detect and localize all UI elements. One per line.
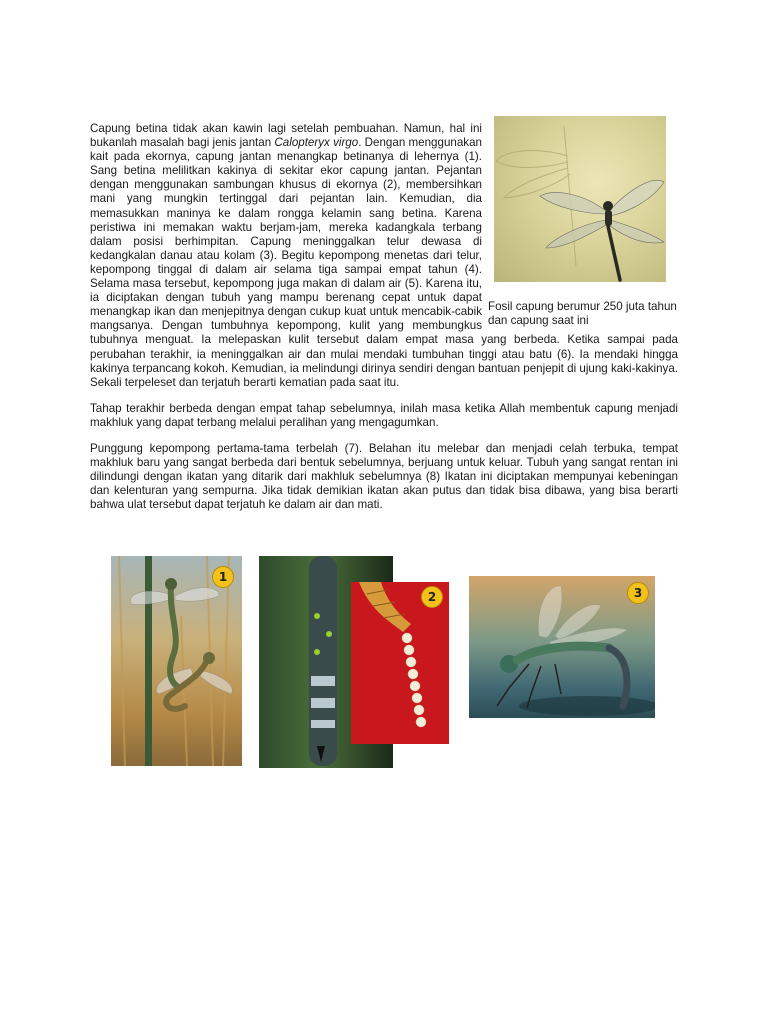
paragraph-3: Punggung kepompong pertama-tama terbelah (7). Belahan itu melebar dan menjadi celah terbuka, tempat makhluk baru yang sangat berbeda dari bentuk sebelumnya, berjuang untuk keluar. Tubuh yang sangat rentan ini dilindungi dengan ikatan yang ditarik dari makhluk sebelumnya (8) Ikatan ini diciptakan mempunyai kebeningan dan kelenturan yang sempurna. Jika tidak demikian ikatan akan putus dan tidak bisa dibawa, yang bisa berarti bahwa ulat tersebut dapat terjatuh ke dalam air dan mati. xyxy=(90,441,678,512)
figure-badge-3: 3 xyxy=(627,582,649,604)
figure-badge-2: 2 xyxy=(421,586,443,608)
photo-mating-dragonflies xyxy=(111,556,242,766)
fossil-dragonfly-photo xyxy=(494,116,666,282)
paragraph-2: Tahap terakhir berbeda dengan empat tahap sebelumnya, inilah masa ketika Allah membentuk capung menjadi makhluk yang dapat terbang melalui peralihan yang mengagumkan. xyxy=(90,401,678,429)
photo-dragonfly-eggs xyxy=(351,582,449,744)
fossil-figure xyxy=(488,116,678,328)
paragraph-1: Capung betina tidak akan kawin lagi setelah pembuahan. Namun, hal ini bukanlah masalah bagi jenis jantan Calopteryx virgo. Dengan menggunakan kait pada ekornya, capung jantan menangkap betinanya di lehernya (1). Sang betina melilitkan kakinya di sekitar ekor capung jantan. Pejantan dengan menggunakan sambungan khusus di ekornya (2), membersihkan mani yang mungkin tertinggal dari pejantan lain. Kemudian, dia memasukkan maninya ke dalam rongga kelamin sang betina. Karena peristiwa ini memakan waktu berjam-jam, mereka kadangkala terbang dalam posisi berhimpitan. Capung meninggalkan telur dewasa di kedangkalan danau atau kolam (3). Begitu kepompong menetas dari telur, kepompong tinggal di dalam air selama tiga sampai empat tahun (4). Selama masa tersebut, kepompong juga makan di dalam air (5). Karena itu, ia diciptakan dengan tubuh yang mampu berenang cepat untuk dapat menangkap ikan dan menjepitnya dengan cukup kuat untuk mencabik-cabik mangsanya. Dengan tumbuhnya kepompong, kulit yang membungkus tubuhnya menguat. Ia melepaskan kulit tersebut dalam empat masa yang berbeda. Ketika sampai pada perubahan terakhir, ia meninggalkan air dan mulai mendaki tumbuhan tinggi atau batu (6). Ia mendaki hingga kakinya terpancang kokoh. Kemudian, ia melindungi dirinya sendiri dengan bantuan penjepit di ujung kaki-kakinya. Sekali terpeleset dan terjatuh berarti kematian pada saat itu. xyxy=(90,122,678,389)
figure-badge-1: 1 xyxy=(212,566,234,588)
article-body xyxy=(90,122,678,524)
fossil-caption: Fosil capung berumur 250 juta tahun dan capung saat ini xyxy=(488,300,677,327)
photo-dragonfly-egg-laying xyxy=(469,576,655,718)
